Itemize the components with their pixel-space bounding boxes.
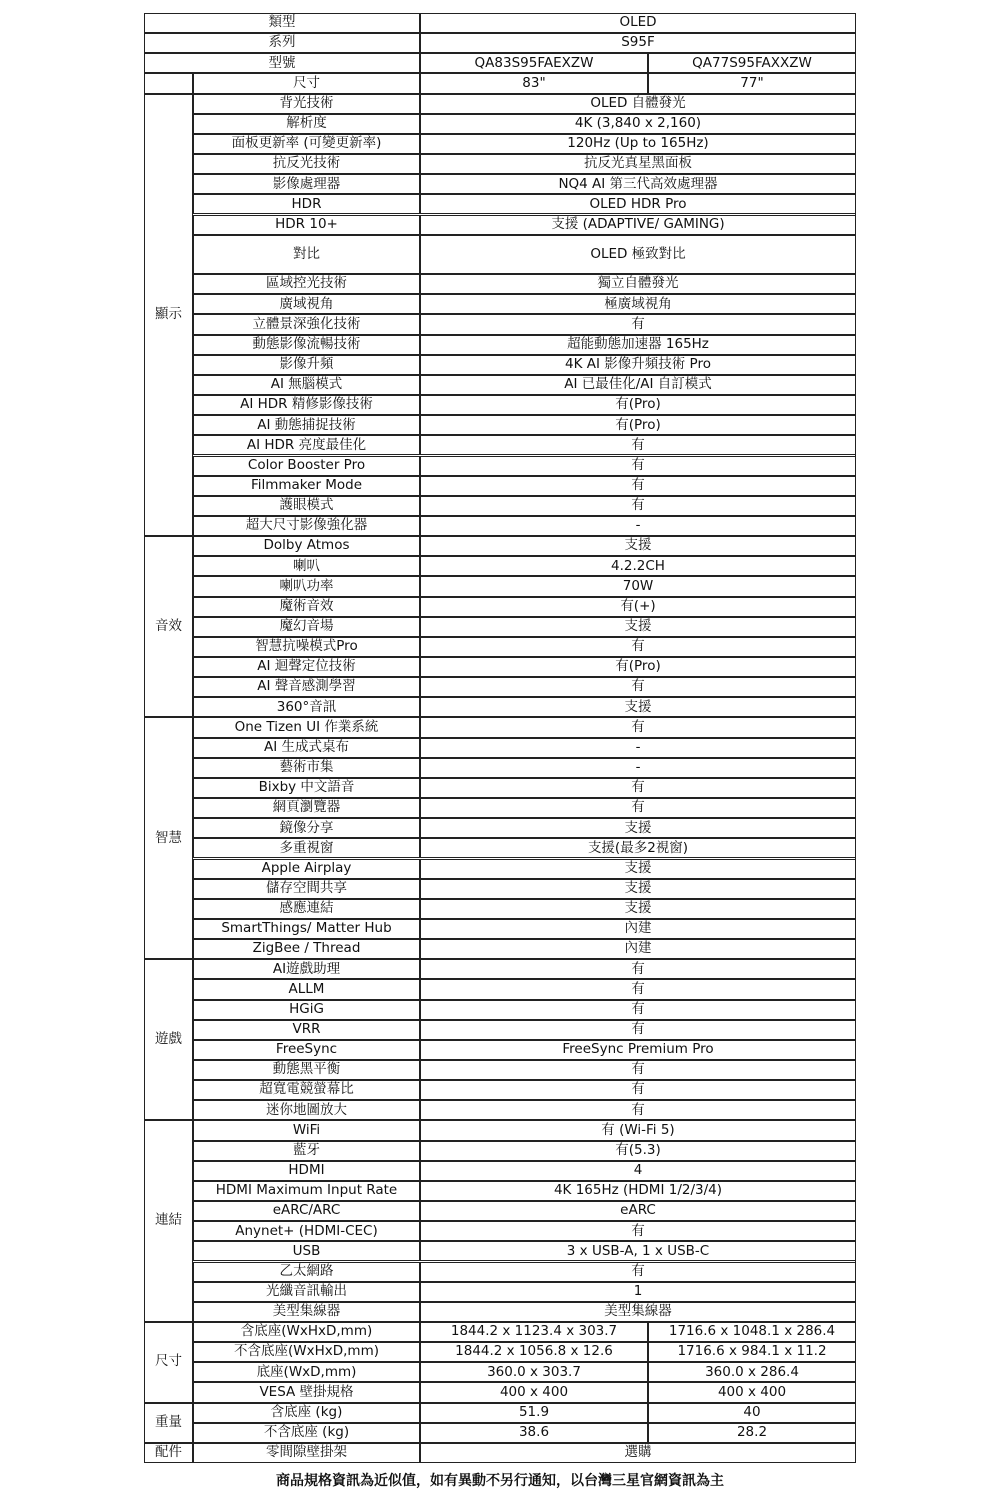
spec-value: 有(5.3) bbox=[420, 1141, 856, 1161]
spec-label: 超大尺寸影像強化器 bbox=[193, 516, 420, 536]
spec-label: 鏡像分享 bbox=[193, 818, 420, 838]
spec-value: 有 bbox=[420, 637, 856, 657]
spec-label: 立體景深強化技術 bbox=[193, 314, 420, 334]
spec-value: 有 bbox=[420, 435, 856, 455]
spec-label: 不含底座 (kg) bbox=[193, 1423, 420, 1443]
spec-value: 內建 bbox=[420, 939, 856, 959]
spec-value: FreeSync Premium Pro bbox=[420, 1040, 856, 1060]
spec-value: 4K (3,840 x 2,160) bbox=[420, 114, 856, 134]
spec-value: 1 bbox=[420, 1282, 856, 1302]
spec-value-model-a: 51.9 bbox=[420, 1403, 648, 1423]
spec-value: 有(Pro) bbox=[420, 415, 856, 435]
spec-value: 4 bbox=[420, 1161, 856, 1181]
spec-label: 面板更新率 (可變更新率) bbox=[193, 134, 420, 154]
spec-value: 支援 bbox=[420, 536, 856, 556]
spec-label: AI HDR 亮度最佳化 bbox=[193, 435, 420, 455]
spec-value-model-a: 1844.2 x 1123.4 x 303.7 bbox=[420, 1322, 648, 1342]
spec-label: HDMI bbox=[193, 1161, 420, 1181]
spec-label: 影像處理器 bbox=[193, 174, 420, 194]
spec-value: 有 bbox=[420, 496, 856, 516]
spec-value: OLED HDR Pro bbox=[420, 194, 856, 214]
spec-value: NQ4 AI 第三代高效處理器 bbox=[420, 174, 856, 194]
spec-value-model-a: 38.6 bbox=[420, 1423, 648, 1443]
spec-label: Bixby 中文語音 bbox=[193, 778, 420, 798]
header-value: OLED bbox=[420, 13, 856, 33]
spec-label: 儲存空間共享 bbox=[193, 879, 420, 899]
spec-label: AI 動態捕捉技術 bbox=[193, 415, 420, 435]
spec-value: 有 bbox=[420, 778, 856, 798]
spec-value: 70W bbox=[420, 576, 856, 596]
spec-label: FreeSync bbox=[193, 1040, 420, 1060]
spec-value: - bbox=[420, 516, 856, 536]
spec-value-model-a: 1844.2 x 1056.8 x 12.6 bbox=[420, 1342, 648, 1362]
spec-label: 魔術音效 bbox=[193, 597, 420, 617]
spec-value-model-b: 28.2 bbox=[648, 1423, 856, 1443]
spec-label: 零間隙壁掛架 bbox=[193, 1443, 420, 1463]
spec-label: USB bbox=[193, 1241, 420, 1261]
spec-label: AI遊戲助理 bbox=[193, 959, 420, 979]
spec-label: 美型集線器 bbox=[193, 1302, 420, 1322]
spec-value: 有 bbox=[420, 314, 856, 334]
spec-value: 美型集線器 bbox=[420, 1302, 856, 1322]
model-a-value: QA83S95FAEXZW bbox=[420, 53, 648, 73]
spec-label: 喇叭功率 bbox=[193, 576, 420, 596]
category-cell: 顯示 bbox=[144, 94, 193, 537]
spec-value: eARC bbox=[420, 1201, 856, 1221]
spec-value: 支援 bbox=[420, 879, 856, 899]
spec-label: 智慧抗噪模式Pro bbox=[193, 637, 420, 657]
spec-value: 有 bbox=[420, 717, 856, 737]
spec-label: 魔幻音場 bbox=[193, 617, 420, 637]
spec-label: Color Booster Pro bbox=[193, 456, 420, 476]
spec-value: 極廣域視角 bbox=[420, 294, 856, 314]
spec-value: 120Hz (Up to 165Hz) bbox=[420, 134, 856, 154]
spec-value: 有 bbox=[420, 979, 856, 999]
header-value: S95F bbox=[420, 33, 856, 53]
spec-label: 護眼模式 bbox=[193, 496, 420, 516]
spec-value: 超能動態加速器 165Hz bbox=[420, 335, 856, 355]
spec-label: Dolby Atmos bbox=[193, 536, 420, 556]
spec-label: 對比 bbox=[193, 235, 420, 275]
spec-label: AI HDR 精修影像技術 bbox=[193, 395, 420, 415]
spec-label: 360°音訊 bbox=[193, 697, 420, 717]
spec-value: 有 bbox=[420, 1262, 856, 1282]
spec-value: 有(Pro) bbox=[420, 657, 856, 677]
header-label: 型號 bbox=[144, 53, 420, 73]
spec-value: AI 已最佳化/AI 自訂模式 bbox=[420, 375, 856, 395]
spec-value: 有 bbox=[420, 1060, 856, 1080]
category-cell: 智慧 bbox=[144, 717, 193, 959]
spec-label: eARC/ARC bbox=[193, 1201, 420, 1221]
spec-label: 影像升頻 bbox=[193, 355, 420, 375]
spec-label: 不含底座(WxHxD,mm) bbox=[193, 1342, 420, 1362]
spec-label: 超寬電競螢幕比 bbox=[193, 1080, 420, 1100]
spec-value: 有(+) bbox=[420, 597, 856, 617]
spec-value: 支援 bbox=[420, 697, 856, 717]
spec-label: 感應連結 bbox=[193, 899, 420, 919]
spec-value: 有 bbox=[420, 798, 856, 818]
spec-label: 藝術市集 bbox=[193, 758, 420, 778]
spec-label: AI 無腦模式 bbox=[193, 375, 420, 395]
spec-value: 支援 bbox=[420, 818, 856, 838]
spec-label: VESA 壁掛規格 bbox=[193, 1382, 420, 1402]
category-cell: 尺寸 bbox=[144, 1322, 193, 1403]
spec-label: One Tizen UI 作業系統 bbox=[193, 717, 420, 737]
spec-label: ALLM bbox=[193, 979, 420, 999]
header-label: 類型 bbox=[144, 13, 420, 33]
spec-value: OLED 自體發光 bbox=[420, 94, 856, 114]
spec-value: 4K 165Hz (HDMI 1/2/3/4) bbox=[420, 1181, 856, 1201]
spec-label: HDR bbox=[193, 194, 420, 214]
spec-value: 有 bbox=[420, 476, 856, 496]
spec-value: 4.2.2CH bbox=[420, 556, 856, 576]
spec-value-model-a: 360.0 x 303.7 bbox=[420, 1362, 648, 1382]
spec-value: 有 bbox=[420, 1100, 856, 1120]
spec-label: Anynet+ (HDMI-CEC) bbox=[193, 1221, 420, 1241]
spec-value: 有 bbox=[420, 1221, 856, 1241]
spec-value: 有 bbox=[420, 677, 856, 697]
spec-label: HDR 10+ bbox=[193, 215, 420, 235]
spec-label: Apple Airplay bbox=[193, 859, 420, 879]
spec-value: - bbox=[420, 738, 856, 758]
spec-value: 4K AI 影像升頻技術 Pro bbox=[420, 355, 856, 375]
category-cell bbox=[144, 73, 193, 93]
spec-label: 光纖音訊輸出 bbox=[193, 1282, 420, 1302]
spec-value: 支援 bbox=[420, 617, 856, 637]
spec-value-model-b: 1716.6 x 1048.1 x 286.4 bbox=[648, 1322, 856, 1342]
spec-label: 多重視窗 bbox=[193, 838, 420, 858]
header-label: 系列 bbox=[144, 33, 420, 53]
spec-label: VRR bbox=[193, 1020, 420, 1040]
spec-label: HDMI Maximum Input Rate bbox=[193, 1181, 420, 1201]
spec-label: AI 生成式桌布 bbox=[193, 738, 420, 758]
category-cell: 連結 bbox=[144, 1120, 193, 1322]
spec-value: 支援 (ADAPTIVE/ GAMING) bbox=[420, 215, 856, 235]
spec-label: AI 迴聲定位技術 bbox=[193, 657, 420, 677]
spec-label: 迷你地圖放大 bbox=[193, 1100, 420, 1120]
spec-label: 背光技術 bbox=[193, 94, 420, 114]
spec-value: 有 bbox=[420, 1020, 856, 1040]
spec-label: 乙太網路 bbox=[193, 1262, 420, 1282]
spec-value: 支援 bbox=[420, 899, 856, 919]
spec-label: Filmmaker Mode bbox=[193, 476, 420, 496]
spec-label: 藍牙 bbox=[193, 1141, 420, 1161]
spec-label: 含底座(WxHxD,mm) bbox=[193, 1322, 420, 1342]
spec-value: 支援 bbox=[420, 859, 856, 879]
spec-value: 獨立自體發光 bbox=[420, 274, 856, 294]
spec-label: WiFi bbox=[193, 1120, 420, 1140]
spec-value: - bbox=[420, 758, 856, 778]
category-cell: 遊戲 bbox=[144, 959, 193, 1120]
spec-value-model-b: 77" bbox=[648, 73, 856, 93]
spec-label: 網頁瀏覽器 bbox=[193, 798, 420, 818]
category-cell: 音效 bbox=[144, 536, 193, 717]
spec-label: 動態黑平衡 bbox=[193, 1060, 420, 1080]
spec-label: 喇叭 bbox=[193, 556, 420, 576]
spec-value: 有 bbox=[420, 1080, 856, 1100]
category-cell: 配件 bbox=[144, 1443, 193, 1463]
spec-label: 尺寸 bbox=[193, 73, 420, 93]
spec-label: 抗反光技術 bbox=[193, 154, 420, 174]
spec-label: ZigBee / Thread bbox=[193, 939, 420, 959]
spec-label: AI 聲音感測學習 bbox=[193, 677, 420, 697]
disclaimer-footnote: 商品規格資訊為近似值，如有異動不另行通知，以台灣三星官網資訊為主 bbox=[276, 1473, 724, 1489]
spec-value-model-a: 400 x 400 bbox=[420, 1382, 648, 1402]
spec-value-model-b: 360.0 x 286.4 bbox=[648, 1362, 856, 1382]
spec-label: 含底座 (kg) bbox=[193, 1403, 420, 1423]
spec-label: HGiG bbox=[193, 1000, 420, 1020]
spec-value: 抗反光真星黑面板 bbox=[420, 154, 856, 174]
category-cell: 重量 bbox=[144, 1403, 193, 1443]
spec-value-model-b: 1716.6 x 984.1 x 11.2 bbox=[648, 1342, 856, 1362]
spec-value: 有 bbox=[420, 456, 856, 476]
spec-label: 底座(WxD,mm) bbox=[193, 1362, 420, 1382]
model-b-value: QA77S95FAXXZW bbox=[648, 53, 856, 73]
spec-value: 內建 bbox=[420, 919, 856, 939]
spec-value: 有 bbox=[420, 959, 856, 979]
spec-value: 選購 bbox=[420, 1443, 856, 1463]
spec-value: OLED 極致對比 bbox=[420, 235, 856, 275]
spec-value-model-b: 400 x 400 bbox=[648, 1382, 856, 1402]
spec-label: SmartThings/ Matter Hub bbox=[193, 919, 420, 939]
spec-label: 區域控光技術 bbox=[193, 274, 420, 294]
spec-label: 解析度 bbox=[193, 114, 420, 134]
spec-value-model-b: 40 bbox=[648, 1403, 856, 1423]
spec-value: 有 (Wi-Fi 5) bbox=[420, 1120, 856, 1140]
spec-label: 動態影像流暢技術 bbox=[193, 335, 420, 355]
spec-value: 有 bbox=[420, 1000, 856, 1020]
spec-value: 3 x USB-A, 1 x USB-C bbox=[420, 1241, 856, 1261]
spec-label: 廣域視角 bbox=[193, 294, 420, 314]
spec-value-model-a: 83" bbox=[420, 73, 648, 93]
spec-value: 支援(最多2視窗) bbox=[420, 838, 856, 858]
spec-value: 有(Pro) bbox=[420, 395, 856, 415]
